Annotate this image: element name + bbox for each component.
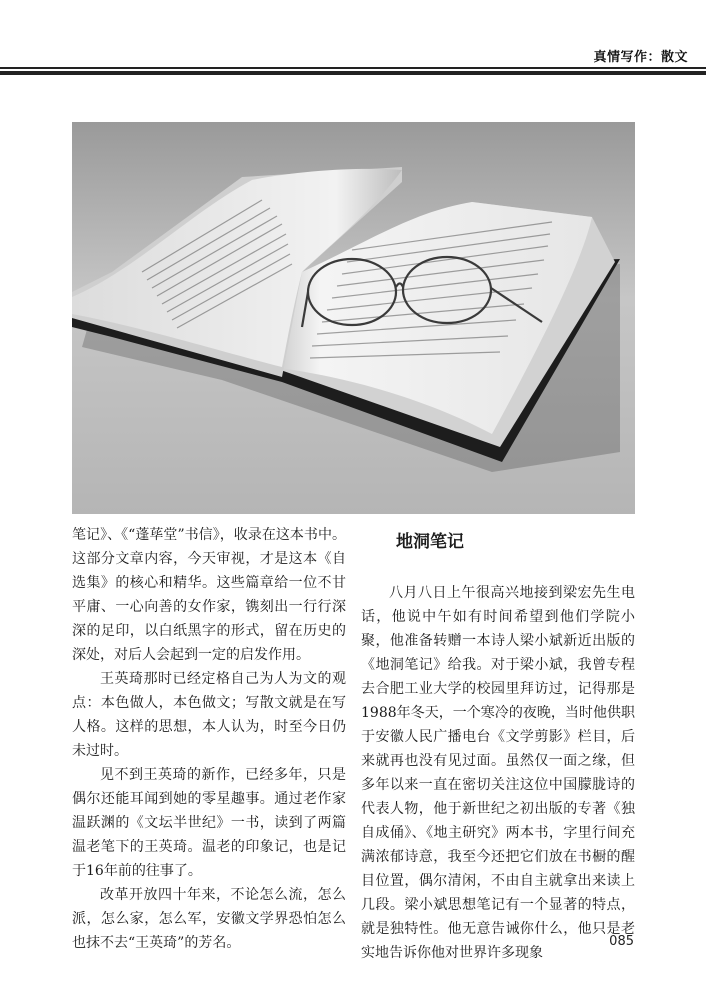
paragraph-2: 王英琦那时已经定格自己为人为文的观点：本色做人，本色做文；写散文就是在写人格。这样的思想，本人认为，时至今日仍未过时。 [72,671,346,759]
right-column-text [361,523,635,965]
header-rule-thin [0,67,706,69]
left-column-text [72,523,346,955]
header-rule-thick [0,71,706,75]
section-heading: 地洞笔记 [396,532,464,552]
page-number: 085 [609,934,634,949]
photo-open-book-with-glasses [72,122,635,514]
paragraph-1: 笔记》、《“蓬荜堂”书信》，收录在这本书中。这部分文章内容，今天审视，才是这本《自选集》的核心和精华。这些篇章给一位不甘平庸、一心向善的女作家，镌刻出一行行深深的足印，以白纸黑字的形式，留在历史的深处，对后人会起到一定的启发作用。 [72,527,346,663]
paragraph-4: 改革开放四十年来，不论怎么流，怎么派，怎么家，怎么军，安徽文学界恐怕怎么也抹不去“王英琦”的芳名。 [72,887,346,951]
paragraph-3: 见不到王英琦的新作，已经多年，只是偶尔还能耳闻到她的零星趣事。通过老作家温跃渊的《文坛半世纪》一书，读到了两篇温老笔下的王英琦。温老的印象记，也是记于16年前的往事了。 [72,767,346,879]
paragraph-5: 八月八日上午很高兴地接到梁宏先生电话，他说中午如有时间希望到他们学院小聚，他准备转赠一本诗人梁小斌新近出版的《地洞笔记》给我。对于梁小斌，我曾专程去合肥工业大学的校园里拜访过，记得那是1988年冬天，一个寒冷的夜晚，当时他供职于安徽人民广播电台《文学剪影》栏目，后来就再也没有见过面。虽然仅一面之缘，但多年以来一直在密切关注这位中国朦胧诗的代表人物，他于新世纪之初出版的专著《独自成俑》、《地主研究》两本书，字里行间充满浓郁诗意，我至今还把它们放在书橱的醒目位置，偶尔清闲，不由自主就拿出来读上几段。梁小斌思想笔记有一个显著的特点，就是独特性。他无意告诫你什么，他只是老实地告诉你他对世界许多现象 [361,585,635,961]
section-title: 真情写作：散文 [593,50,688,65]
